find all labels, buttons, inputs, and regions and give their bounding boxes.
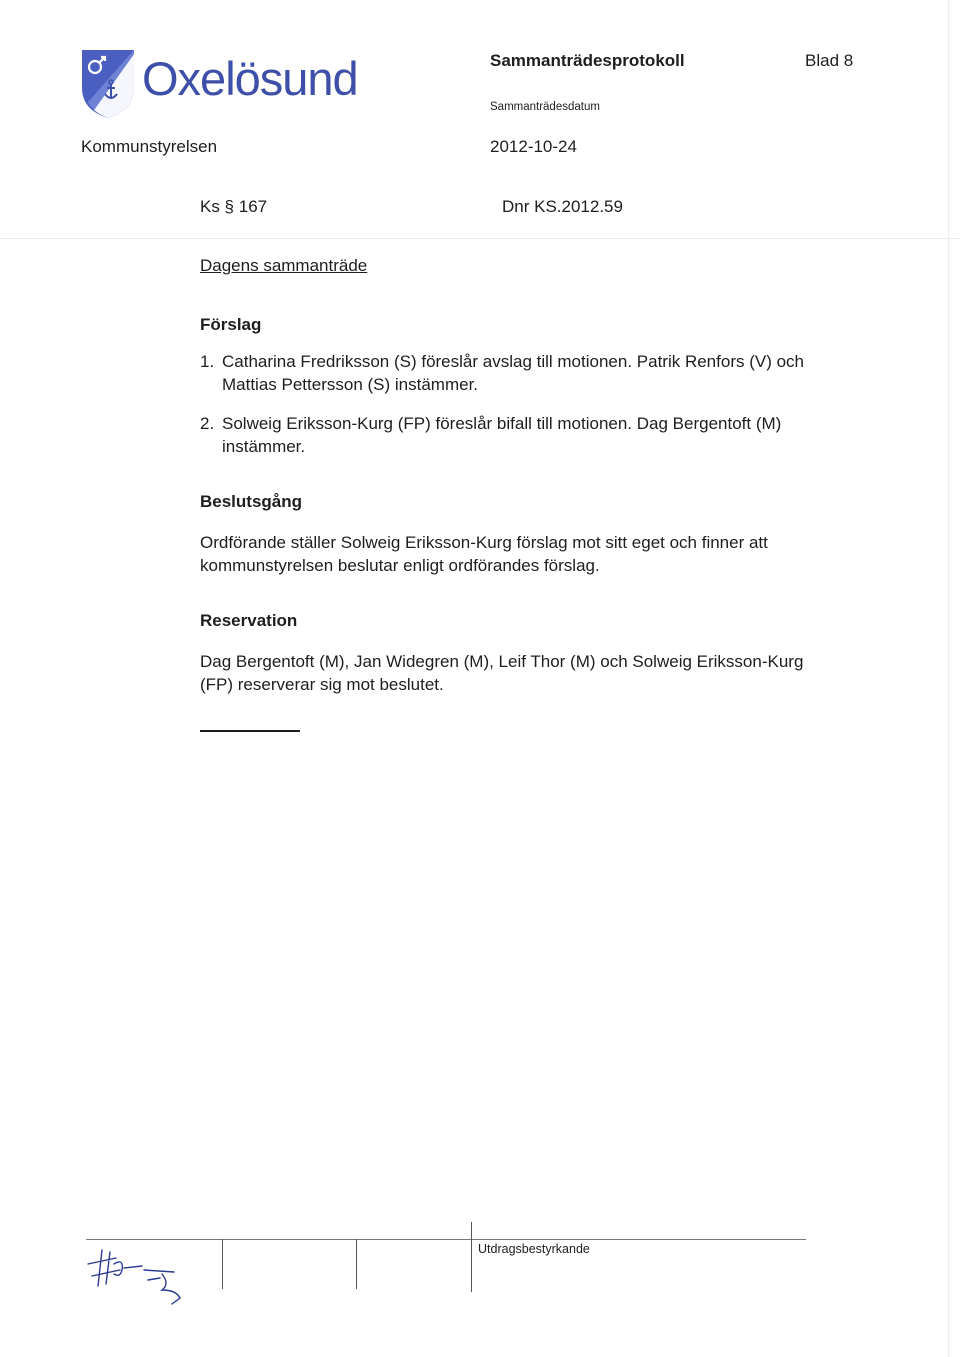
page-number: Blad 8 [805,51,854,70]
page-edge [948,0,949,1357]
document-type: Sammanträdesprotokoll [490,51,685,70]
proposals-heading: Förslag [200,315,262,334]
case-reference: Dnr KS.2012.59 [502,197,623,216]
proposal-item [200,412,840,458]
signature-row-line [86,1239,806,1240]
section-title: Dagens sammanträde [200,256,368,275]
proposal-item [200,350,840,396]
decision-text: Ordförande ställer Solweig Eriksson-Kurg förslag mot sitt eget och finner att kommunstyrelsen beslutar enligt ordförandes förslag. [200,533,768,575]
end-rule [200,730,300,732]
reservation-heading: Reservation [200,611,298,630]
municipal-coat-of-arms-icon [80,48,136,120]
header-divider [0,238,960,239]
meeting-date: 2012-10-24 [490,137,577,156]
handwritten-initials-icon [84,1244,194,1308]
proposal-text: Solweig Eriksson-Kurg (FP) föreslår bifall till motionen. Dag Bergentoft (M) instämmer. [222,414,782,456]
extract-certification-label: Utdragsbestyrkande [478,1242,590,1256]
logo-wordmark: Oxelösund [142,52,358,105]
decision-heading: Beslutsgång [200,492,303,511]
signature-divider [471,1222,472,1292]
reservation-text: Dag Bergentoft (M), Jan Widegren (M), Leif Thor (M) och Solweig Eriksson-Kurg (FP) reserverar sig mot beslutet. [200,652,804,694]
organization-name: Kommunstyrelsen [81,137,218,156]
signature-divider [356,1239,357,1289]
meeting-date-label: Sammanträdesdatum [490,101,600,113]
proposal-number: 1. [200,352,215,371]
signature-divider [222,1239,223,1289]
proposal-number: 2. [200,414,215,433]
proposal-text: Catharina Fredriksson (S) föreslår avslag till motionen. Patrik Renfors (V) och Mattias Pettersson (S) instämmer. [222,352,804,394]
case-paragraph: Ks § 167 [200,197,268,216]
